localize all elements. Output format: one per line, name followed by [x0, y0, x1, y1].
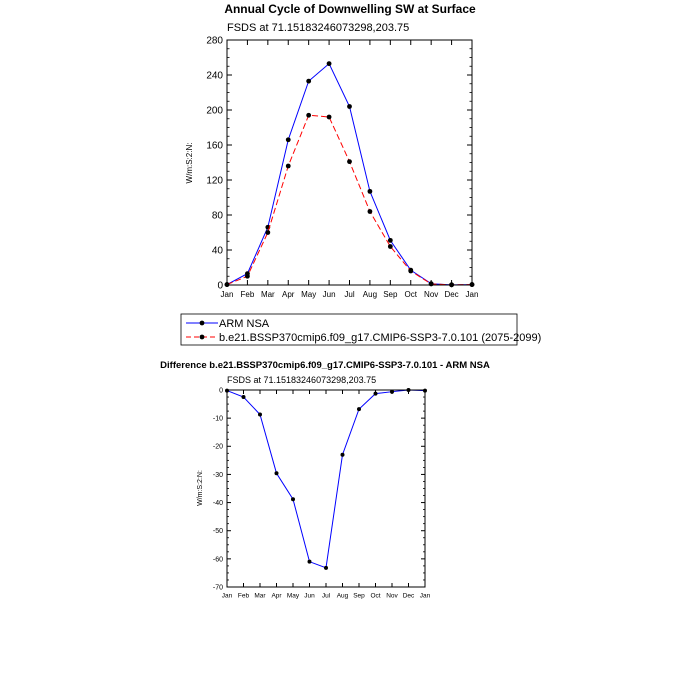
y-tick-label: 200	[206, 105, 223, 117]
chart2-y-axis-label: W/m:S:2:N:	[197, 470, 204, 506]
series-0-point	[242, 395, 246, 399]
series-line-0	[227, 390, 425, 568]
x-tick-label: Jun	[322, 290, 336, 299]
series-1-point	[245, 274, 250, 279]
x-tick-label: Jul	[344, 290, 355, 299]
y-tick-label: 120	[206, 175, 223, 187]
series-1-point	[368, 209, 373, 214]
legend-label-arm-nsa: ARM NSA	[219, 318, 270, 330]
x-tick-label: Mar	[260, 290, 275, 299]
chart1-title: Annual Cycle of Downwelling SW at Surface	[224, 2, 476, 16]
series-0-point	[341, 453, 345, 457]
chart2-subtitle: FSDS at 71.15183246073298,203.75	[227, 375, 377, 385]
legend-label-model: b.e21.BSSP370cmip6.f09_g17.CMIP6-SSP3-7.0.101 (2075-2099)	[219, 332, 542, 344]
x-tick-label: May	[301, 290, 317, 299]
x-tick-label: Aug	[362, 290, 378, 299]
x-tick-label: Jun	[304, 592, 315, 600]
x-tick-label: Jan	[220, 290, 234, 299]
x-tick-label: Sep	[353, 592, 365, 600]
x-tick-label: Feb	[240, 290, 255, 299]
series-0-point	[347, 104, 352, 109]
series-1-point	[347, 159, 352, 164]
series-1-point	[265, 230, 270, 235]
series-1-point	[408, 269, 413, 274]
y-tick-label: 80	[211, 210, 223, 222]
y-tick-label: 0	[217, 280, 223, 292]
series-1-point	[429, 282, 434, 287]
series-0-point	[291, 497, 295, 501]
x-tick-label: Mar	[254, 592, 266, 600]
x-tick-label: Dec	[444, 290, 459, 299]
x-tick-label: Oct	[370, 592, 381, 600]
series-0-point	[357, 407, 361, 411]
series-0-point	[368, 189, 373, 194]
y-tick-label: 240	[206, 70, 223, 82]
series-1-point	[306, 113, 311, 118]
chart1-subtitle: FSDS at 71.15183246073298,203.75	[227, 22, 410, 34]
series-1-point	[327, 115, 332, 120]
chart2-series	[225, 388, 427, 570]
series-0-point	[324, 566, 328, 570]
chart1-legend	[181, 314, 541, 345]
y-tick-label: -60	[212, 556, 223, 564]
x-tick-label: Feb	[237, 592, 250, 600]
series-0-point	[388, 238, 393, 243]
x-tick-label: Apr	[271, 592, 282, 600]
series-0-point	[327, 61, 332, 66]
series-0-point	[258, 412, 262, 416]
x-tick-label: Aug	[336, 592, 349, 600]
chart2-y-tick-labels	[213, 387, 223, 591]
series-0-point	[275, 471, 279, 475]
y-tick-label: -50	[212, 528, 223, 536]
series-0-point	[374, 392, 378, 396]
y-tick-label: -20	[212, 443, 223, 451]
x-tick-label: Jan	[221, 592, 233, 600]
series-0-point	[308, 560, 312, 564]
series-line-0	[227, 64, 472, 285]
y-tick-label: 40	[211, 245, 223, 257]
series-line-1	[227, 115, 472, 285]
y-tick-label: 0	[219, 387, 223, 395]
chart1-y-axis-label: W/m:S:2:N:	[185, 142, 194, 184]
series-1-point	[286, 164, 291, 169]
x-tick-label: Dec	[402, 592, 415, 600]
chart1-x-tick-labels	[221, 290, 479, 299]
chart1-series	[225, 61, 475, 287]
chart2-grid	[227, 390, 425, 587]
x-tick-label: Apr	[282, 290, 295, 299]
x-tick-label: Sep	[383, 290, 398, 299]
x-tick-label: Nov	[386, 592, 398, 600]
chart2-title: Difference b.e21.BSSP370cmip6.f09_g17.CMIP6-SSP3-7.0.101 - ARM NSA	[160, 360, 490, 371]
legend-marker-model	[200, 335, 205, 340]
series-1-point	[388, 244, 393, 249]
x-tick-label: Jan	[419, 592, 431, 600]
y-tick-label: 280	[206, 35, 223, 47]
chart2-plot-frame	[227, 390, 425, 587]
legend-marker-arm-nsa	[200, 321, 205, 326]
series-0-point	[306, 79, 311, 84]
y-tick-label: -40	[212, 500, 223, 508]
x-tick-label: Nov	[424, 290, 439, 299]
y-tick-label: 160	[206, 140, 223, 152]
series-0-point	[286, 137, 291, 142]
chart1-y-tick-labels	[206, 36, 223, 292]
y-tick-label: -70	[212, 584, 223, 592]
x-tick-label: May	[286, 592, 300, 600]
x-tick-label: Jul	[321, 592, 331, 600]
y-tick-label: -10	[212, 415, 223, 423]
x-tick-label: Oct	[404, 290, 417, 299]
y-tick-label: -30	[212, 471, 223, 479]
x-tick-label: Jan	[465, 290, 479, 299]
chart2-x-tick-labels	[222, 593, 431, 600]
